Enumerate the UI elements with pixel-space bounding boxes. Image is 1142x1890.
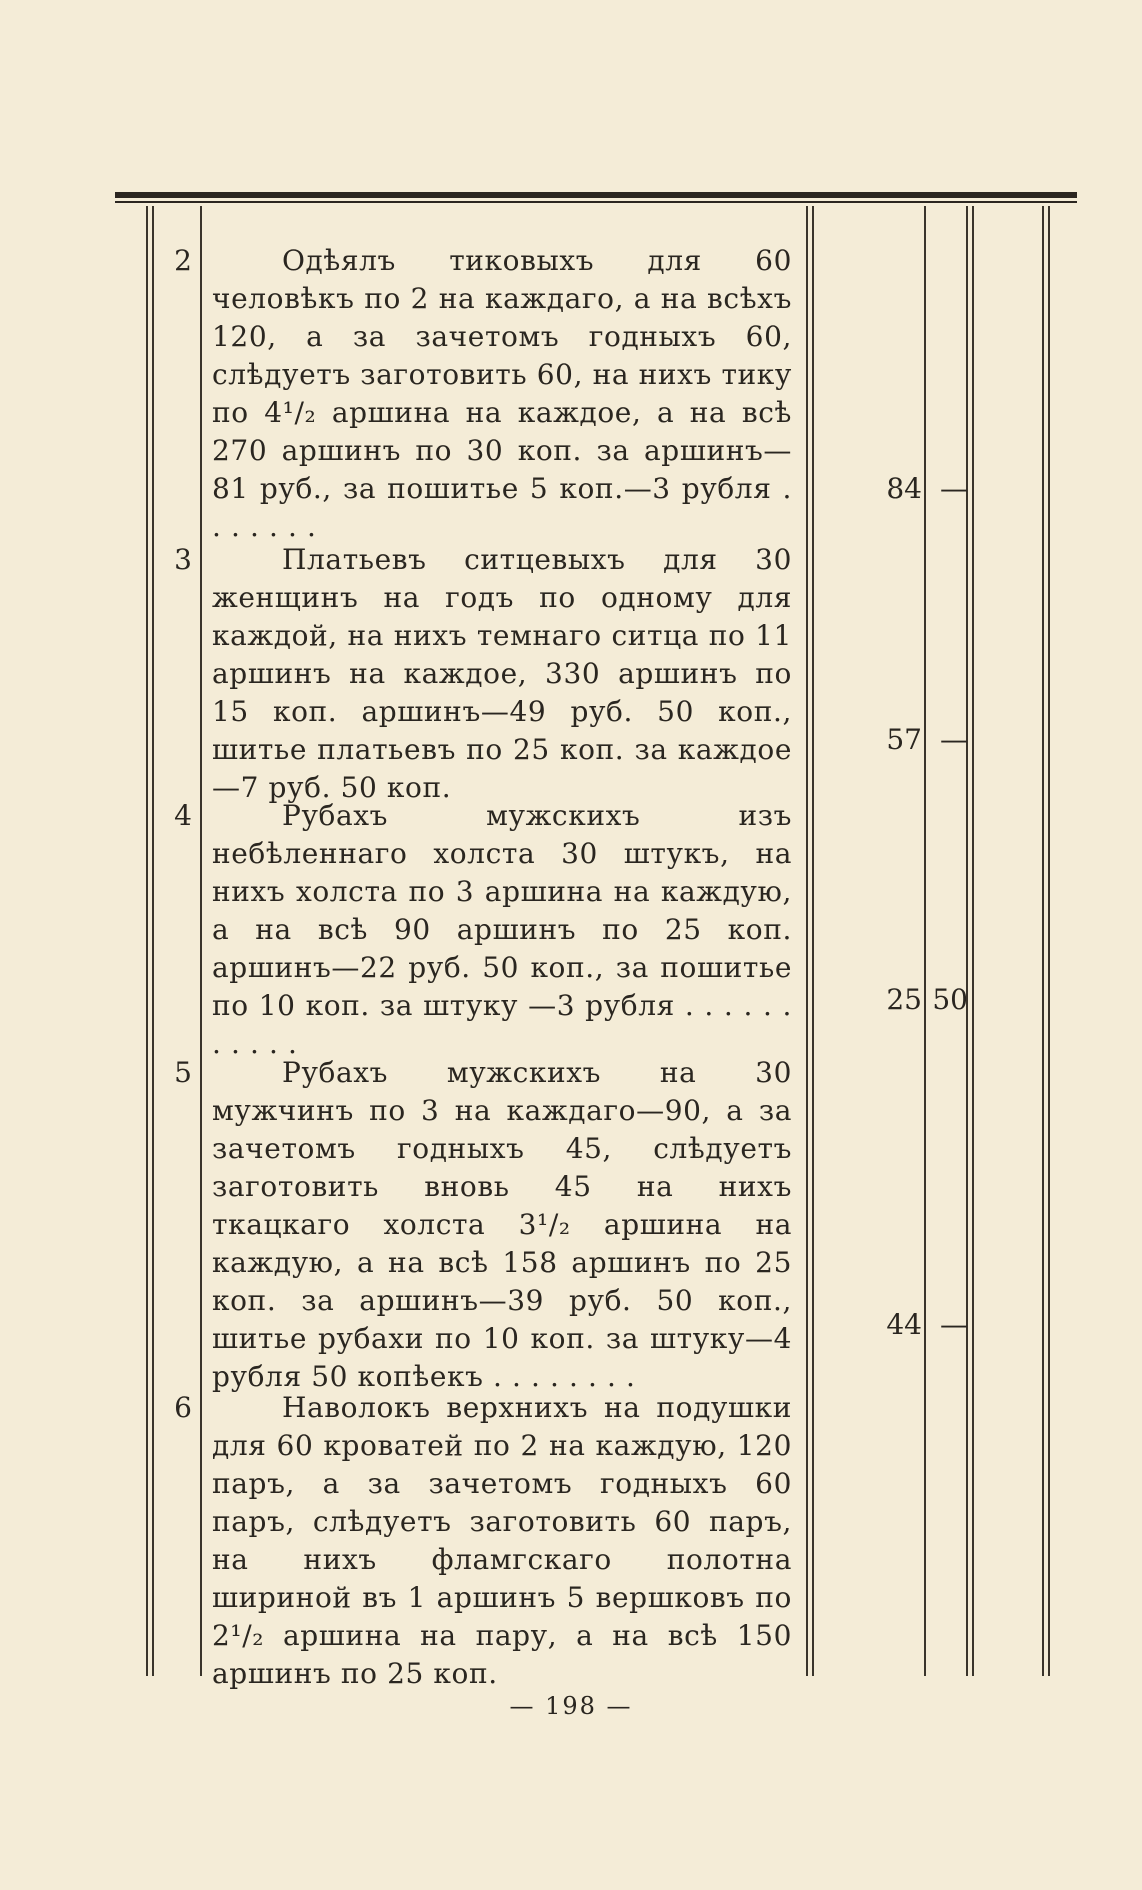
amount-kopecks: 50: [932, 983, 968, 1016]
column-line: [812, 206, 814, 1676]
page-number: — 198 —: [509, 1692, 633, 1720]
entry-number: 5: [174, 1056, 192, 1089]
entry-number: 3: [174, 543, 192, 576]
amount-kopecks: —: [940, 723, 968, 756]
column-line: [966, 206, 968, 1676]
column-line: [972, 206, 974, 1676]
entry-text: Рубахъ мужскихъ на 30 мужчинъ по 3 на каждаго—90, а за зачетомъ годныхъ 45, слѣдуетъ заготовить вновь 45 на нихъ ткацкаго холста 3¹/₂ аршина на каждую, а на всѣ 158 аршинъ по 25 коп. за аршинъ—39 руб. 50 коп., шитье рубахи по 10 коп. за штуку—4 рубля 50 копѣекъ . . . . . . . .: [212, 1056, 792, 1393]
amount-rubles: 84: [886, 472, 922, 505]
column-line: [146, 206, 148, 1676]
column-line: [806, 206, 808, 1676]
column-line: [924, 206, 926, 1676]
column-line: [1048, 206, 1050, 1676]
amount-rubles: 25: [886, 983, 922, 1016]
entry-text: Одѣялъ тиковыхъ для 60 человѣкъ по 2 на каждаго, а на всѣхъ 120, а за зачетомъ годныхъ 60, слѣдуетъ заготовить 60, на нихъ тику по 4¹/₂ аршина на каждое, а на всѣ 270 аршинъ по 30 коп. за аршинъ—81 руб., за пошитье 5 коп.—3 рубля . . . . . . .: [212, 244, 792, 543]
top-rule: [115, 192, 1077, 198]
entry-text: Наволокъ верхнихъ на подушки для 60 кроватей по 2 на каждую, 120 паръ, а за зачетомъ годныхъ 60 паръ, слѣдуетъ заготовить 60 паръ, на нихъ фламгскаго полотна шириной въ 1 аршинъ 5 вершковъ по 2¹/₂ аршина на пару, а на всѣ 150 аршинъ по 25 коп.: [212, 1391, 792, 1690]
entry-number: 2: [174, 244, 192, 277]
amount-rubles: 57: [886, 723, 922, 756]
entry-number: 6: [174, 1391, 192, 1424]
column-line: [200, 206, 202, 1676]
amount-kopecks: —: [940, 1308, 968, 1341]
entry-text: Платьевъ ситцевыхъ для 30 женщинъ на годъ по одному для каждой, на нихъ темнаго ситца по 11 аршинъ на каждое, 330 аршинъ по 15 коп. аршинъ—49 руб. 50 коп., шитье платьевъ по 25 коп. за каждое—7 руб. 50 коп.: [212, 543, 792, 804]
amount-kopecks: —: [940, 472, 968, 505]
column-line: [152, 206, 154, 1676]
top-rule-thin: [115, 201, 1077, 203]
column-line: [1042, 206, 1044, 1676]
amount-rubles: 44: [886, 1308, 922, 1341]
entry-text: Рубахъ мужскихъ изъ небѣленнаго холста 30 штукъ, на нихъ холста по 3 аршина на каждую, а на всѣ 90 аршинъ по 25 коп. аршинъ—22 руб. 50 коп., за пошитье по 10 коп. за штуку —3 рубля . . . . . . . . . . .: [212, 799, 792, 1060]
entry-number: 4: [174, 799, 192, 832]
